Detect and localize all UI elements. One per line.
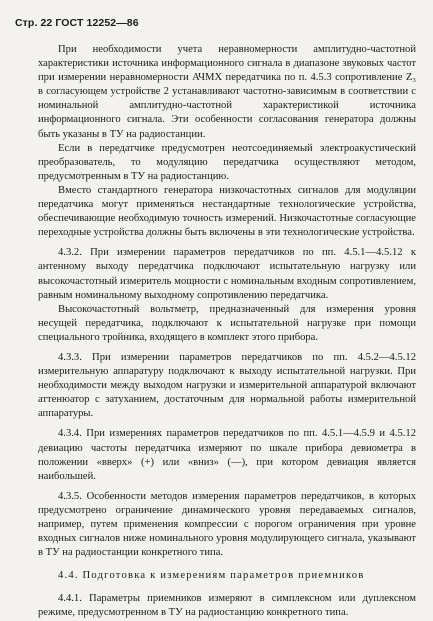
- paragraph: 4.3.3. При измерении параметров передатчиков по пп. 4.5.2—4.5.12 измерительную аппаратуру подключают к выходу испытательной нагрузки. При необходимости между выходом нагрузки и измерительной аппаратурой включают аттенюатор с затуханием, достаточным для нормальной работы измерительной аппаратуры.: [38, 351, 416, 420]
- page-header: Стр. 22 ГОСТ 12252—86: [15, 17, 139, 29]
- paragraph: 4.4.1. Параметры приемников измеряют в симплексном или дуплексном режиме, предусмотренном в ТУ на радиостанцию конкретного типа.: [38, 593, 416, 619]
- paragraph: При необходимости учета неравномерности амплитудно-частотной характеристики источника информационного сигнала в диапазоне звуковых частот при измерении неравномерности АЧМХ передатчика по п. 4.5.3 сопротивление Z₃ в согласующем устройстве 2 устанавливают частотно-зависимым в соответствии с номинальной амплитудно-частотной характеристикой источника информационного сигнала. Эти особенности согласования генератора должны быть указаны в ТУ на радиостанции.: [38, 44, 416, 140]
- paragraph: Вместо стандартного генератора низкочастотных сигналов для модуляции передатчика могут применяться нестандартные технологические устройства, обеспечивающие необходимую точность измерений. Низкочастотные согласующие переходные устройства должны быть включены в эти технологические устройства.: [38, 184, 416, 239]
- paragraph: Высокочастотный вольтметр, предназначенный для измерения уровня несущей передатчика, подключают к испытательной нагрузке при помощи специального тройника, входящего в комплект этого прибора.: [38, 303, 416, 343]
- body-text: [38, 43, 416, 621]
- section-heading: 4.4. Подготовка к измерениям параметров приемников: [58, 570, 365, 582]
- paragraph: 4.3.2. При измерении параметров передатчиков по пп. 4.5.1—4.5.12 к антенному выходу передатчика подключают испытательную нагрузку или высокочастотный измеритель мощности с номинальным входным сопротивлением, равным номинальному выходному сопротивлению передатчика.: [38, 247, 416, 301]
- paragraph: 4.3.5. Особенности методов измерения параметров передатчиков, в которых предусмотрено ограничение динамического уровня передаваемых сигналов, например, путем применения компрессии с порогом ограничения при уровне входных сигналов ниже номинального уровня модулирующего сигнала, указывают в ТУ на радиостанции конкретного типа.: [38, 490, 416, 559]
- paragraph: Если в передатчике предусмотрен неотсоединяемый электроакустический преобразователь, то модуляцию передатчика осуществляют методом, предусмотренным в ТУ на радиостанцию.: [38, 142, 416, 182]
- paragraph: 4.3.4. При измерениях параметров передатчиков по пп. 4.5.1—4.5.9 и 4.5.12 девиацию частоты передатчика измеряют по шкале прибора девиометра в положении «вверх» (+) или «вниз» (—), при котором девиация является наибольшей.: [38, 428, 416, 482]
